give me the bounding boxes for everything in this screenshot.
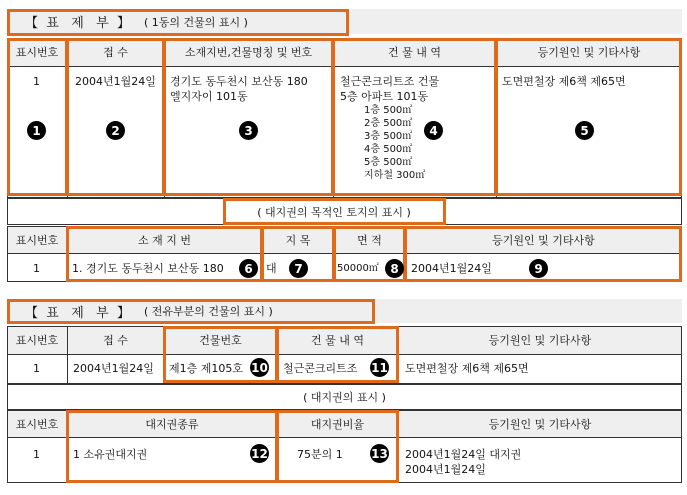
highlight-land-title: [223, 198, 446, 225]
land-category: 대: [266, 262, 277, 275]
s2-header-unit: 건물번호: [199, 334, 242, 347]
land-cause: 2004년1월24일: [411, 262, 492, 275]
land-header-category: 지 목: [285, 233, 311, 247]
floor-5: 5층 500㎡: [364, 157, 413, 168]
highlight-right-type: [66, 410, 278, 483]
right-title: ( 대지권의 표시 ): [303, 391, 386, 404]
highlight-title-2: [7, 299, 375, 324]
row-date: 2004년1월24일: [75, 75, 156, 88]
badge-5: 5: [575, 121, 594, 140]
floor-3: 3층 500㎡: [364, 131, 413, 142]
badge-12: 12: [250, 444, 269, 463]
section1-subtitle: ( 1동의 건물의 표시 ): [144, 15, 248, 29]
row-building-2: 5층 아파트 101동: [340, 90, 429, 103]
r-header-type: 대지권종류: [145, 417, 199, 431]
badge-11: 11: [370, 358, 389, 377]
header-address: 소재지번,건물명칭 및 번호: [184, 46, 313, 59]
s2-row-date: 2004년1월24일: [73, 362, 154, 375]
row-building-1: 철근콘크리트조 건물: [340, 75, 440, 88]
s2-row-num: 1: [33, 362, 40, 375]
s2-row-cause: 도면편철장 제6책 제65면: [405, 362, 529, 375]
s2-header-num: 표시번호: [15, 334, 59, 347]
row-cause: 도면편철장 제6책 제65면: [502, 75, 626, 88]
land-header-area: 면 적: [357, 233, 382, 247]
land-title: ( 대지권의 목적인 토지의 표시 ): [257, 205, 411, 219]
badge-10: 10: [250, 358, 269, 377]
s2-row-unit: 제1층 제105호: [169, 362, 243, 375]
highlight-land-address: [66, 226, 263, 282]
highlight-receipt-col: [66, 38, 165, 196]
r-row-ratio: 75분의 1: [297, 448, 343, 461]
badge-8: 8: [385, 259, 404, 278]
r-row-cause-2: 2004년1월24일: [405, 463, 486, 476]
highlight-cause-col: [495, 38, 682, 196]
land-header-num: 표시번호: [15, 233, 59, 247]
highlight-num-col: [7, 38, 68, 196]
section2-title-text: 【 표 제 부 】: [25, 305, 130, 321]
highlight-address-col: [163, 38, 334, 196]
floor-1: 1층 500㎡: [364, 105, 413, 116]
floor-basement: 지하철 300㎡: [364, 170, 426, 181]
s2-header-receipt: 접 수: [103, 334, 128, 347]
badge-2: 2: [106, 121, 125, 140]
row-num: 1: [33, 75, 40, 88]
r-header-cause: 등기원인 및 기타사항: [488, 417, 592, 431]
land-header-address: 소 재 지 번: [138, 233, 191, 247]
highlight-title-1: [7, 9, 349, 36]
floor-4: 4층 500㎡: [364, 144, 413, 155]
badge-6: 6: [239, 259, 258, 278]
badge-1: 1: [27, 121, 46, 140]
land-num: 1: [33, 262, 40, 275]
row-address-2: 엘지자이 101동: [170, 90, 248, 103]
land-area: 50000㎡: [337, 263, 379, 274]
header-receipt: 접 수: [103, 46, 128, 59]
s2-header-building: 건 물 내 역: [311, 334, 364, 347]
r-row-cause-1: 2004년1월24일 대지권: [405, 448, 522, 461]
badge-9: 9: [529, 259, 548, 278]
highlight-building-col: [332, 38, 497, 196]
header-building: 건 물 내 역: [388, 46, 441, 59]
row-address-1: 경기도 동두천시 보산동 180: [170, 75, 308, 88]
header-num: 표시번호: [15, 46, 59, 59]
section2-subtitle: ( 전유부분의 건물의 표시 ): [144, 305, 273, 318]
badge-7: 7: [289, 259, 308, 278]
badge-13: 13: [370, 444, 389, 463]
badge-3: 3: [239, 121, 258, 140]
header-cause: 등기원인 및 기타사항: [537, 46, 641, 59]
s2-header-cause: 등기원인 및 기타사항: [488, 334, 592, 347]
r-header-num: 표시번호: [15, 417, 59, 431]
land-address: 1. 경기도 동두천시 보산동 180: [72, 262, 224, 275]
r-row-num: 1: [33, 448, 40, 461]
s2-row-structure: 철근콘크리트조: [283, 362, 358, 375]
land-header-cause: 등기원인 및 기타사항: [492, 233, 595, 247]
badge-4: 4: [424, 121, 443, 140]
section1-title-text: 【 표 제 부 】: [25, 16, 130, 31]
r-row-type: 1 소유권대지권: [73, 448, 148, 461]
floor-2: 2층 500㎡: [364, 118, 413, 129]
r-header-ratio: 대지권비율: [310, 417, 365, 431]
